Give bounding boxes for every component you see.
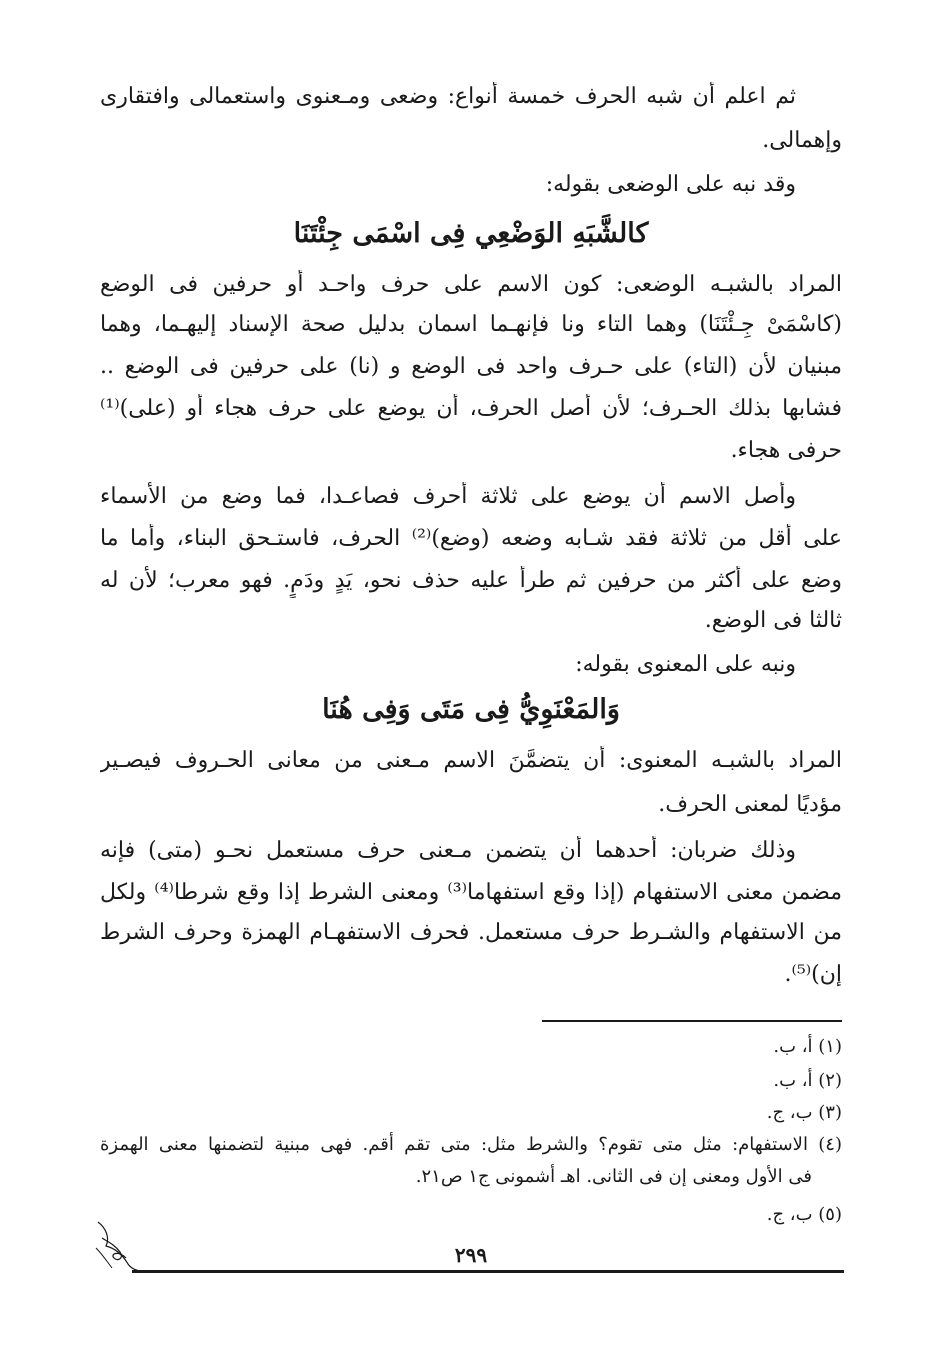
footnote: (٥) ب، ج.: [766, 1204, 842, 1225]
text-line: ثم اعلم أن شبه الحرف خمسة أنواع: وضعى ومـعنوى واستعمالى وافتقارى: [100, 84, 796, 109]
footnote: (١) أ، ب.: [773, 1036, 842, 1057]
text-line: وإهمالى.: [762, 128, 842, 153]
text-line: وذلك ضربان: أحدهما أن يتضمن مـعنى حرف مستعمل نحـو (متى) فإنه: [100, 838, 796, 863]
page-number: ٢٩٩: [454, 1243, 488, 1267]
bottom-rule: [132, 1270, 844, 1273]
text-line: وقد نبه على الوضعى بقوله:: [545, 172, 796, 197]
footnote-continuation: فى الأول ومعنى إن فى الثانى. اهـ أشمونى ج١ ص٢١.: [415, 1166, 812, 1187]
text-line: مؤديًا لمعنى الحرف.: [658, 792, 842, 817]
text-line: مبنيان لأن (التاء) على حـرف واحد فى الوضع و (نا) على حرفين فى الوضع ..: [100, 354, 842, 379]
footnote-separator: [542, 1020, 842, 1022]
text-line: مضمن معنى الاستفهام (إذا وقع استفهاما⁽³⁾ ومعنى الشرط إذا وقع شرطا⁽⁴⁾ ولكل: [100, 880, 842, 905]
footnote: (٣) ب، ج.: [766, 1102, 842, 1123]
footnote: (٢) أ، ب.: [773, 1070, 842, 1091]
flourish-ornament: [92, 1218, 152, 1274]
footnote: (٤) الاستفهام: مثل متى تقوم؟ والشرط مثل: متى تقم أقم. فهى مبنية لتضمنها معنى الهمزة: [100, 1134, 842, 1155]
text-line: ثالثا فى الوضع.: [704, 608, 842, 633]
verse-line: وَالمَعْنَوِيُّ فِى مَتَى وَفِى هُنَا: [322, 694, 620, 725]
text-line: وضع على أكثر من حرفين ثم طرأ عليه حذف نحو، يَدٍ ودَمٍ. فهو معرب؛ لأن له: [100, 568, 842, 593]
text-line: (كاسْمَىْ جِـئْتَنَا) وهما التاء ونا فإنهـما اسمان بدليل صحة الإسناد إليهـما، وهما: [100, 312, 842, 337]
text-line: على أقل من ثلاثة فقد شـابه وضعه (وضع)⁽²⁾ الحرف، فاستـحق البناء، وأما ما: [100, 526, 842, 551]
text-line: فشابها بذلك الحـرف؛ لأن أصل الحرف، أن يوضع على حرف هجاء أو (على)⁽¹⁾: [100, 396, 842, 421]
text-line: حرفى هجاء.: [730, 438, 842, 463]
text-line: المراد بالشبـه الوضعى: كون الاسم على حرف واحـد أو حرفين فى الوضع: [100, 272, 842, 297]
text-line: إن)⁽⁵⁾.: [784, 962, 842, 987]
text-line: المراد بالشبـه المعنوى: أن يتضمَّنَ الاسم مـعنى من معانى الحـروف فيصـير: [100, 748, 842, 773]
text-line: من الاستفهام والشـرط حرف مستعمل. فحرف الاستفهـام الهمزة وحرف الشرط: [100, 920, 842, 945]
text-line: وأصل الاسم أن يوضع على ثلاثة أحرف فصاعـدا، فما وضع من الأسماء: [100, 484, 796, 509]
verse-line: كالشَّبَهِ الوَضْعِي فِى اسْمَى جِئْتَنَا: [293, 218, 649, 249]
text-line: ونبه على المعنوى بقوله:: [575, 652, 796, 677]
